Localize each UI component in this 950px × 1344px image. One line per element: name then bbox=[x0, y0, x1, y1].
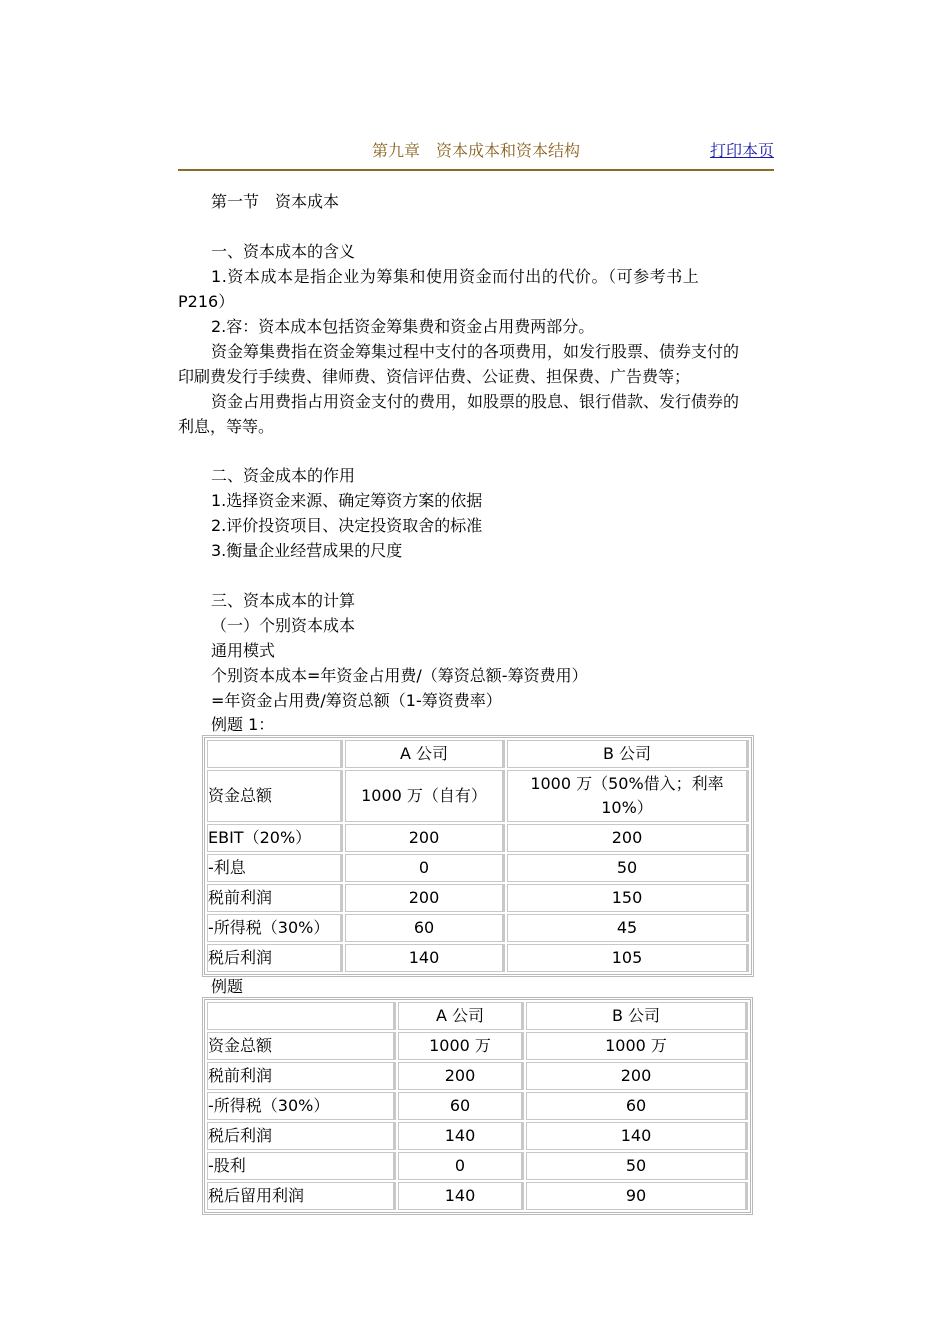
table-cell: 140 bbox=[345, 944, 505, 972]
table-cell: 200 bbox=[526, 1062, 748, 1090]
table-cell: 45 bbox=[507, 914, 749, 942]
table-cell: 200 bbox=[398, 1062, 524, 1090]
paragraph-4a: 资金占用费指占用资金支付的费用，如股票的股息、银行借款、发行债券的 bbox=[211, 392, 740, 411]
table-cell: 0 bbox=[398, 1152, 524, 1180]
table-cell: 200 bbox=[345, 884, 505, 912]
table-cell bbox=[207, 740, 343, 768]
table-header-row bbox=[207, 1002, 748, 1030]
table-cell: -利息 bbox=[207, 854, 343, 882]
page-header bbox=[178, 132, 774, 171]
table-row bbox=[207, 1152, 748, 1180]
table-cell: 140 bbox=[398, 1182, 524, 1210]
table-cell: 60 bbox=[526, 1092, 748, 1120]
table-cell: 税后利润 bbox=[207, 1122, 396, 1150]
print-page-link[interactable]: 打印本页 bbox=[709, 141, 774, 160]
heading-3: 三、资本成本的计算 bbox=[211, 591, 356, 610]
table-row bbox=[207, 1092, 748, 1120]
heading-2: 二、资金成本的作用 bbox=[211, 466, 356, 485]
table-cell: -所得税（30%） bbox=[207, 914, 343, 942]
example-1-label: 例题 1： bbox=[211, 715, 275, 734]
table-cell: 50 bbox=[507, 854, 749, 882]
table-cell: 税前利润 bbox=[207, 884, 343, 912]
table-cell bbox=[507, 770, 749, 822]
table-cell: B 公司 bbox=[526, 1002, 748, 1030]
table-row bbox=[207, 824, 749, 852]
table-cell: A 公司 bbox=[398, 1002, 524, 1030]
table-cell: 资金总额 bbox=[207, 1032, 396, 1060]
table-cell-line: 10%） bbox=[601, 798, 653, 817]
table-cell: 资金总额 bbox=[207, 770, 343, 822]
table-cell: 60 bbox=[398, 1092, 524, 1120]
table-cell: 税前利润 bbox=[207, 1062, 396, 1090]
table-row bbox=[207, 914, 749, 942]
table-cell: 90 bbox=[526, 1182, 748, 1210]
table-row bbox=[207, 770, 749, 822]
table-cell: B 公司 bbox=[507, 740, 749, 768]
table-cell: EBIT（20%） bbox=[207, 824, 343, 852]
table-cell: 税后利润 bbox=[207, 944, 343, 972]
subheading: （一）个别资本成本 bbox=[211, 616, 356, 635]
table-cell: A 公司 bbox=[345, 740, 505, 768]
paragraph-4b: 利息，等等。 bbox=[178, 417, 275, 436]
table-cell: 50 bbox=[526, 1152, 748, 1180]
table-row bbox=[207, 1032, 748, 1060]
list-item: 3.衡量企业经营成果的尺度 bbox=[211, 541, 403, 560]
heading-1: 一、资本成本的含义 bbox=[211, 242, 356, 261]
table-cell: 1000 万 bbox=[398, 1032, 524, 1060]
list-item: 1.选择资金来源、确定筹资方案的依据 bbox=[211, 491, 483, 510]
formula-2: =年资金占用费/筹资总额（1-筹资费率） bbox=[211, 691, 502, 710]
table-row bbox=[207, 944, 749, 972]
chapter-title: 第九章 资本成本和资本结构 bbox=[371, 141, 580, 160]
table-row bbox=[207, 1182, 748, 1210]
table-cell: 200 bbox=[345, 824, 505, 852]
table-cell: -股利 bbox=[207, 1152, 396, 1180]
table-cell bbox=[207, 1002, 396, 1030]
example-table-2 bbox=[202, 997, 753, 1215]
table-cell: 税后留用利润 bbox=[207, 1182, 396, 1210]
list-item: 2.评价投资项目、决定投资取舍的标准 bbox=[211, 516, 483, 535]
table-row bbox=[207, 1122, 748, 1150]
table-row bbox=[207, 1062, 748, 1090]
table-cell: 1000 万 bbox=[526, 1032, 748, 1060]
paragraph-3a: 资金筹集费指在资金筹集过程中支付的各项费用，如发行股票、债券支付的 bbox=[211, 342, 740, 361]
table-cell: 140 bbox=[526, 1122, 748, 1150]
formula-1: 个别资本成本=年资金占用费/（筹资总额-筹资费用） bbox=[211, 666, 588, 685]
table-cell: 105 bbox=[507, 944, 749, 972]
table-cell: 150 bbox=[507, 884, 749, 912]
paragraph-1b: P216） bbox=[178, 292, 235, 311]
example-2-label: 例题 bbox=[211, 977, 244, 996]
general-mode: 通用模式 bbox=[211, 641, 276, 660]
section-title: 第一节 资本成本 bbox=[211, 192, 340, 211]
table-row bbox=[207, 854, 749, 882]
table-cell: 60 bbox=[345, 914, 505, 942]
paragraph-1a: 1.资本成本是指企业为筹集和使用资金而付出的代价。（可参考书上 bbox=[211, 267, 700, 286]
table-cell: 140 bbox=[398, 1122, 524, 1150]
paragraph-3b: 印刷费发行手续费、律师费、资信评估费、公证费、担保费、广告费等； bbox=[178, 367, 691, 386]
table-cell: -所得税（30%） bbox=[207, 1092, 396, 1120]
table-cell: 200 bbox=[507, 824, 749, 852]
table-cell: 1000 万（自有） bbox=[345, 770, 505, 822]
example-table-1 bbox=[202, 735, 754, 977]
table-cell-line: 1000 万（50%借入；利率 bbox=[530, 774, 724, 793]
table-row bbox=[207, 884, 749, 912]
table-header-row bbox=[207, 740, 749, 768]
table-cell: 0 bbox=[345, 854, 505, 882]
paragraph-2: 2.容：资本成本包括资金筹集费和资金占用费两部分。 bbox=[211, 317, 595, 336]
